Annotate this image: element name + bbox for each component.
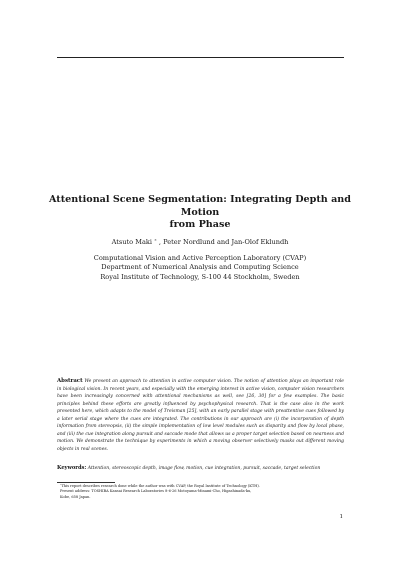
footnote-line-1: This report describes research done while the author was with CVAP, the Royal Institute of Technology (KTH). — [61, 484, 260, 488]
affiliation-block — [40, 254, 360, 282]
keywords — [57, 465, 344, 472]
affiliation-line: Royal Institute of Technology, S-100 44 Stockholm, Sweden — [100, 272, 300, 281]
footnote-line-2: Present address: TOSHIBA Kansai Research Laboratories 8-6-26 Motoyama-Minami-Cho, Higashinada-ku, — [60, 489, 252, 494]
abstract-text: We present an approach to attention in active computer vision. The notion of attention plays an important role in biological vision. In recent years, and especially with the emerging interest in active vision, computer vision researchers have been increasingly concerned with attentional mechanisms as well, see [26, 30] for a few examples. The basic principles behind these efforts are greatly influenced by psychophysical research. That is the case also in the work presented here, which adapts to the model of Treisman [25], with an early parallel stage with preattentive cues followed by a later serial stage where the cues are integrated. The contributions in our approach are (i) the incorporation of depth information from stereopsis, (ii) the simple implementation of low level modules such as disparity and flow by local phase, and (iii) the cue integration along pursuit and saccade mode that allows us a proper target selection based on nearness and motion. We demonstrate the technique by experiments in which a moving observer selectively masks out different moving objects in real scenes. — [57, 379, 344, 452]
footnote-marker: ∗ — [154, 236, 157, 242]
affiliation-line: Department of Numerical Analysis and Computing Science — [101, 263, 299, 272]
paper-title — [40, 194, 360, 232]
footnote — [57, 484, 297, 500]
footnote-rule — [57, 482, 115, 483]
header-rule — [57, 57, 344, 58]
affiliation-line: Computational Vision and Active Perception Laboratory (CVAP) — [93, 254, 307, 262]
footnote-mark: ∗ — [60, 483, 62, 486]
keywords-label: Keywords: — [57, 465, 87, 471]
title-line-2: from Phase — [169, 219, 231, 231]
author-name: Atsuto Maki — [111, 238, 152, 246]
footnote-line-3: Kobe, 658 Japan. — [60, 494, 91, 499]
keywords-text: Attention, stereoscopic depth, image flow, motion, cue integration, pursuit, saccade, target selection — [87, 466, 321, 471]
author-list — [40, 238, 360, 247]
page-number: 1 — [339, 514, 343, 520]
title-line-1: Attentional Scene Segmentation: Integrating Depth and Motion — [49, 194, 351, 218]
abstract-label: Abstract — [57, 378, 83, 384]
coauthor-names: , Peter Nordlund and Jan-Olof Eklundh — [158, 238, 289, 246]
abstract — [57, 378, 344, 453]
